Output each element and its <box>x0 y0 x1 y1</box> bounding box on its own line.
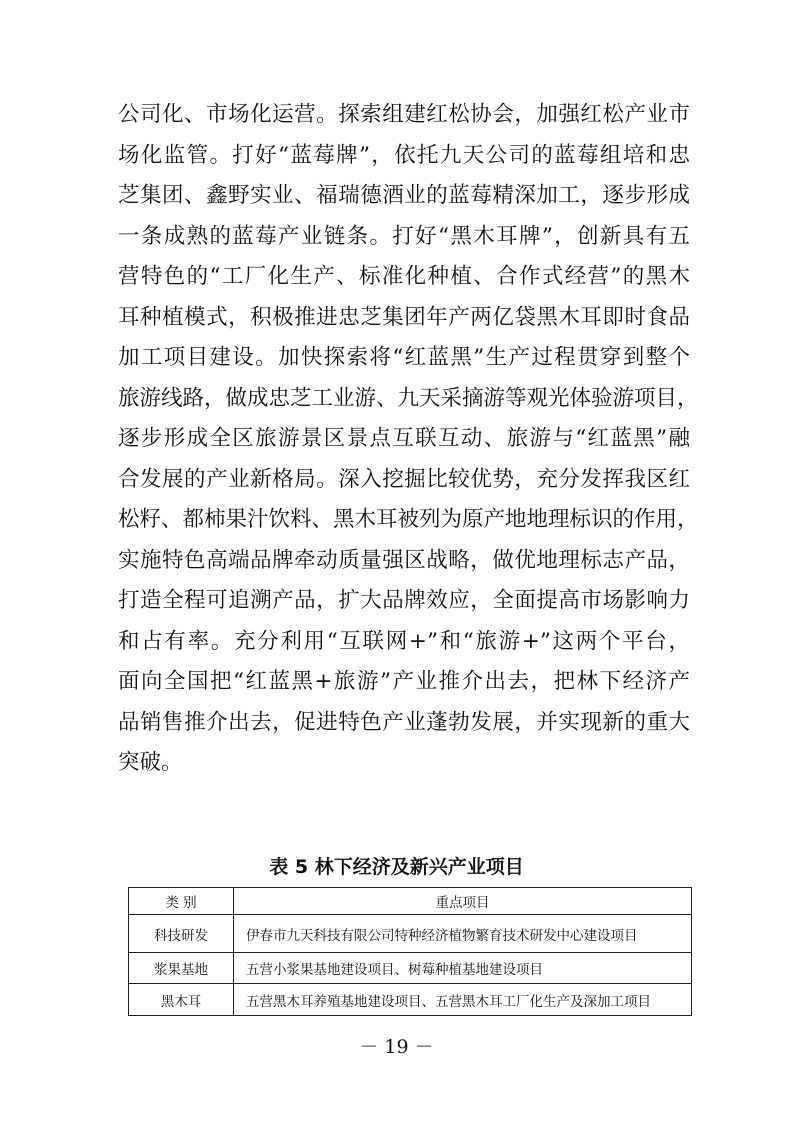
header-category: 类 别 <box>129 888 234 915</box>
page-number: － 19 － <box>359 1036 434 1058</box>
text-line: 加工项目建设。加快探索将“红蓝黑”生产过程贯穿到整个 <box>118 345 690 370</box>
row-item: 五营黑木耳养殖基地建设项目、五营黑木耳工厂化生产及深加工项目 <box>234 984 692 1016</box>
text-line: 实施特色高端品牌牵动质量强区战略，做优地理标志产品， <box>118 547 690 573</box>
table-title: 表 5 林下经济及新兴产业项目 <box>269 856 524 878</box>
text-line: 合发展的产业新格局。深入挖掘比较优势，充分发挥我区红 <box>118 466 690 492</box>
row-category: 黑木耳 <box>129 984 234 1016</box>
text-line: 打造全程可追溯产品，扩大品牌效应，全面提高市场影响力 <box>118 588 690 613</box>
text-line: 品销售推介出去，促进特色产业蓬勃发展，并实现新的重大 <box>118 709 690 735</box>
text-line: 突破。 <box>118 750 183 775</box>
body-paragraph <box>118 95 699 784</box>
row-item: 伊春市九天科技有限公司特种经济植物繁育技术研发中心建设项目 <box>234 915 692 953</box>
text-line: 耳种植模式，积极推进忠芝集团年产两亿袋黑木耳即时食品 <box>118 304 690 330</box>
text-line: 松籽、都柿果汁饮料、黑木耳被列为原产地地理标识的作用， <box>118 507 699 532</box>
text-line: 逐步形成全区旅游景区景点互联互动、旅游与“红蓝黑”融 <box>118 426 690 451</box>
text-line: 一条成熟的蓝莓产业链条。打好“黑木耳牌”，创新具有五 <box>118 223 690 249</box>
row-category: 浆果基地 <box>129 953 234 984</box>
table-row <box>129 953 692 984</box>
row-item: 五营小浆果基地建设项目、树莓种植基地建设项目 <box>234 953 692 984</box>
text-line: 芝集团、鑫野实业、福瑞德酒业的蓝莓精深加工，逐步形成 <box>118 183 690 208</box>
row-category: 科技研发 <box>129 915 234 953</box>
text-line: 公司化、市场化运营。探索组建红松协会，加强红松产业市 <box>118 102 690 127</box>
header-item: 重点项目 <box>234 888 692 915</box>
text-line: 营特色的“工厂化生产、标准化种植、合作式经营”的黑木 <box>118 264 690 289</box>
text-line: 旅游线路，做成忠芝工业游、九天采摘游等观光体验游项目， <box>118 385 699 411</box>
projects-table <box>128 887 692 1016</box>
table-header-row <box>129 888 692 915</box>
table-row <box>129 984 692 1016</box>
table-row <box>129 915 692 953</box>
text-line: 和占有率。充分利用“互联网+”和“旅游+”这两个平台， <box>118 628 690 654</box>
text-line: 面向全国把“红蓝黑+旅游”产业推介出去，把林下经济产 <box>118 669 690 694</box>
text-line: 场化监管。打好“蓝莓牌”，依托九天公司的蓝莓组培和忠 <box>118 142 690 168</box>
